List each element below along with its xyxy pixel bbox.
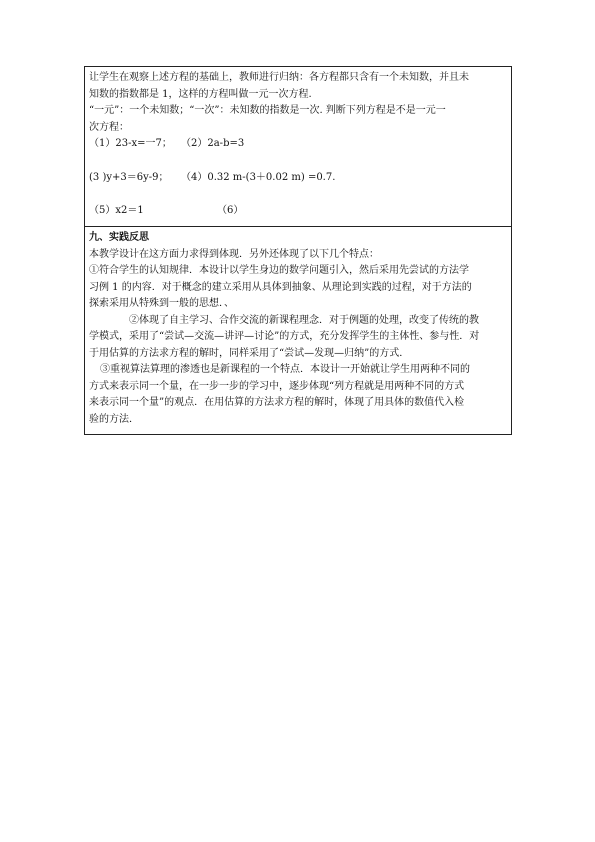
paragraph-line: 方式来表示同一个量，在一步一步的学习中，逐步体现“列方程就是用两种不同的方式: [89, 380, 465, 392]
paragraph-line: 探索采用从特殊到一般的思想．、: [89, 298, 234, 309]
spacer: [89, 186, 507, 203]
text-line: 知数的指数都是 1，这样的方程叫做一元一次方程.: [89, 88, 312, 100]
paragraph-line: ③重视算法算理的渗透也是新课程的一个特点．本设计一开始就让学生用两种不同的: [100, 364, 470, 375]
spacer: [89, 153, 507, 170]
document-table: [84, 66, 512, 435]
text-line: 让学生在观察上述方程的基础上，教师进行归纳：各方程都只含有一个未知数，并且未: [89, 72, 469, 83]
section-heading: 九、实践反思: [89, 232, 149, 243]
paragraph-line: ①符合学生的认知规律．本设计以学生身边的数学问题引入，然后采用先尝试的方法学: [89, 265, 469, 276]
equation-row: [89, 203, 507, 220]
equation-6: （6）: [217, 205, 244, 216]
paragraph-line: 于用估算的方法求方程的解时，同样采用了“尝试—发现—归纳”的方式．: [89, 347, 410, 359]
equation-row: [89, 170, 507, 187]
table-row-reflection: [85, 227, 511, 434]
equation-1: （1）23-x=一7；: [89, 138, 172, 149]
equation-3: (3 )y+3＝6y-9；: [89, 171, 169, 183]
paragraph-line: 习例 1 的内容．对于概念的建立采用从具体到抽象、从理论到实践的过程，对于方法的: [89, 281, 472, 293]
paragraph-line: ②体现了自主学习、合作交流的新课程理念．对于例题的处理，改变了传统的教: [129, 314, 479, 326]
text-line: “一元”：一个未知数；“一次”：未知数的指数是一次. 判断下列方程是不是一元一: [89, 105, 446, 116]
equation-2: （2）2a-b=3: [181, 138, 245, 149]
text-line: 次方程：: [89, 121, 129, 133]
paragraph-line: 来表示同一个量”的观点．在用估算的方法求方程的解时，体现了用具体的数值代入检: [89, 397, 465, 408]
paragraph-line: 本教学设计在这方面力求得到体现．另外还体现了以下几个特点：: [89, 248, 379, 260]
paragraph-line: 学模式，采用了“尝试—交流—讲评—讨论”的方式，充分发挥学生的主体性、参与性．对: [89, 331, 480, 342]
equation-row: [89, 136, 507, 153]
paragraph-line: 验的方法．: [89, 413, 139, 425]
table-row-equations: [85, 67, 511, 227]
equation-4: （4）0.32 m-(3＋0.02 m) =0.7.: [181, 171, 336, 183]
equation-5: （5）x2＝1: [89, 205, 144, 216]
